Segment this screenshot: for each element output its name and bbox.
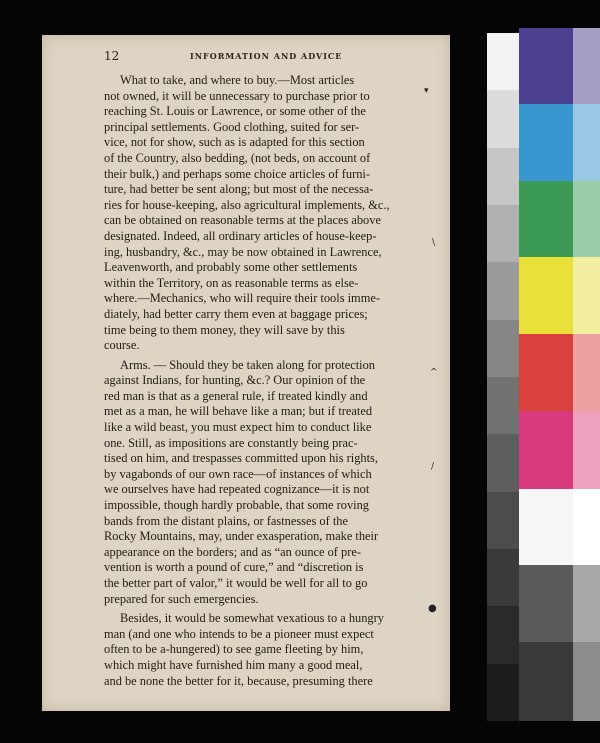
text-line: diately, had better carry them even at baggage prices; xyxy=(104,306,368,321)
gray-step-patch xyxy=(487,434,519,491)
tint-patch xyxy=(573,411,600,489)
gray-step-patch xyxy=(487,492,519,549)
gray-step-patch xyxy=(487,33,519,90)
text-line: Arms. — Should they be taken along for protection xyxy=(120,357,375,372)
book-page xyxy=(42,35,450,711)
gray-step-patch xyxy=(487,90,519,147)
text-line: met as a man, he will behave like a man; but if treated xyxy=(104,404,373,419)
tint-patch xyxy=(573,181,600,257)
tint-patch xyxy=(573,257,600,334)
margin-mark: / xyxy=(431,462,435,472)
gray-step-patch xyxy=(487,205,519,262)
gray-step-patch xyxy=(487,262,519,319)
color-patch xyxy=(519,411,573,489)
text-line: time being to them money, they will save by this xyxy=(104,322,345,337)
text-line: ing, husbandry, &c., may be now obtained in Lawrence, xyxy=(104,244,382,259)
color-patch xyxy=(519,334,573,411)
tint-patch xyxy=(573,28,600,104)
color-patch xyxy=(519,565,573,642)
text-line: Rocky Mountains, may, under exasperation, make their xyxy=(104,529,379,544)
gray-step-patch xyxy=(487,664,519,721)
text-line: we ourselves have had repeated cognizance—it is not xyxy=(104,482,370,497)
text-line: where.—Mechanics, who will require their tools imme- xyxy=(104,291,380,306)
page-number: 12 xyxy=(104,49,120,63)
text-line: within the Territory, on as reasonable terms as else- xyxy=(104,275,359,290)
tint-patch xyxy=(573,334,600,411)
text-line: course. xyxy=(104,338,140,353)
tint-patch xyxy=(573,104,600,181)
text-line: their bulk,) and perhaps some choice articles of furni- xyxy=(104,166,370,181)
text-line: man (and one who intends to be a pioneer must expect xyxy=(104,626,374,641)
running-title: INFORMATION AND ADVICE xyxy=(190,51,343,61)
text-line: principal settlements. Good clothing, suited for ser- xyxy=(104,119,360,134)
text-line: the better part of valor,” it would be well for all to go xyxy=(104,576,368,590)
margin-mark: ^ xyxy=(430,368,438,378)
margin-mark: ● xyxy=(428,603,437,614)
text-line: reaching St. Louis or Lawrence, or some other of the xyxy=(104,104,366,119)
text-line: appearance on the borders; and as “an ounce of pre- xyxy=(104,544,361,559)
text-line: vice, not for show, such as is adapted for this section xyxy=(104,135,365,150)
text-line: vention is worth a pound of cure,” and “discretion is xyxy=(104,560,364,575)
text-line: against Indians, for hunting, &c.? Our opinion of the xyxy=(104,373,366,388)
text-line: by vagabonds of our own race—of instances of which xyxy=(104,466,372,481)
text-line: designated. Indeed, all ordinary articles of house-keep- xyxy=(104,228,377,243)
text-line: can be obtained on reasonable terms at the places above xyxy=(104,213,381,228)
text-line: Leavenworth, and probably some other settlements xyxy=(104,260,358,275)
text-line: prepared for such emergencies. xyxy=(104,591,259,606)
text-line: one. Still, as impositions are constantly being prac- xyxy=(104,435,358,450)
gray-step-patch xyxy=(487,549,519,606)
gray-step-patch xyxy=(487,320,519,377)
text-line: bands from the distant plains, or fastnesses of the xyxy=(104,513,348,528)
gray-step-patch xyxy=(487,606,519,663)
text-line: and be none the better for it, because, presuming there xyxy=(104,673,373,688)
tint-patch xyxy=(573,489,600,565)
margin-mark: ▾ xyxy=(424,86,429,96)
color-patch xyxy=(519,104,573,181)
text-line: ture, had better be sent along; but most of the necessa- xyxy=(104,182,374,197)
text-line: ries for house-keeping, also agricultural implements, &c., xyxy=(104,197,390,212)
margin-mark: \ xyxy=(432,238,436,248)
body-text xyxy=(104,73,446,689)
tint-patch xyxy=(573,565,600,642)
color-patch xyxy=(519,257,573,334)
color-patch xyxy=(519,489,573,565)
color-patch xyxy=(519,28,573,104)
gray-step-patch xyxy=(487,148,519,205)
text-line: of the Country, also bedding, (not beds, on account of xyxy=(104,150,371,165)
page-header xyxy=(104,49,404,65)
text-line: which might have furnished him many a good meal, xyxy=(104,657,363,672)
text-line: red man is that as a general rule, if treated kindly and xyxy=(104,388,368,403)
text-line: What to take, and where to buy.—Most articles xyxy=(120,73,355,87)
text-line: tised on him, and trespasses committed upon his rights, xyxy=(104,451,378,466)
color-patch xyxy=(519,642,573,721)
gray-step-patch xyxy=(487,377,519,434)
text-line: Besides, it would be somewhat vexatious to a hungry xyxy=(120,611,384,626)
text-line: like a wild beast, you must expect him to conduct like xyxy=(104,420,372,435)
tint-patch xyxy=(573,642,600,721)
text-line: not owned, it will be unnecessary to purchase prior to xyxy=(104,88,370,103)
color-patch xyxy=(519,181,573,257)
text-line: often to be a-hungered) to see game fleeting by him, xyxy=(104,642,364,657)
text-line: impossible, though hardly probable, that some roving xyxy=(104,498,369,513)
